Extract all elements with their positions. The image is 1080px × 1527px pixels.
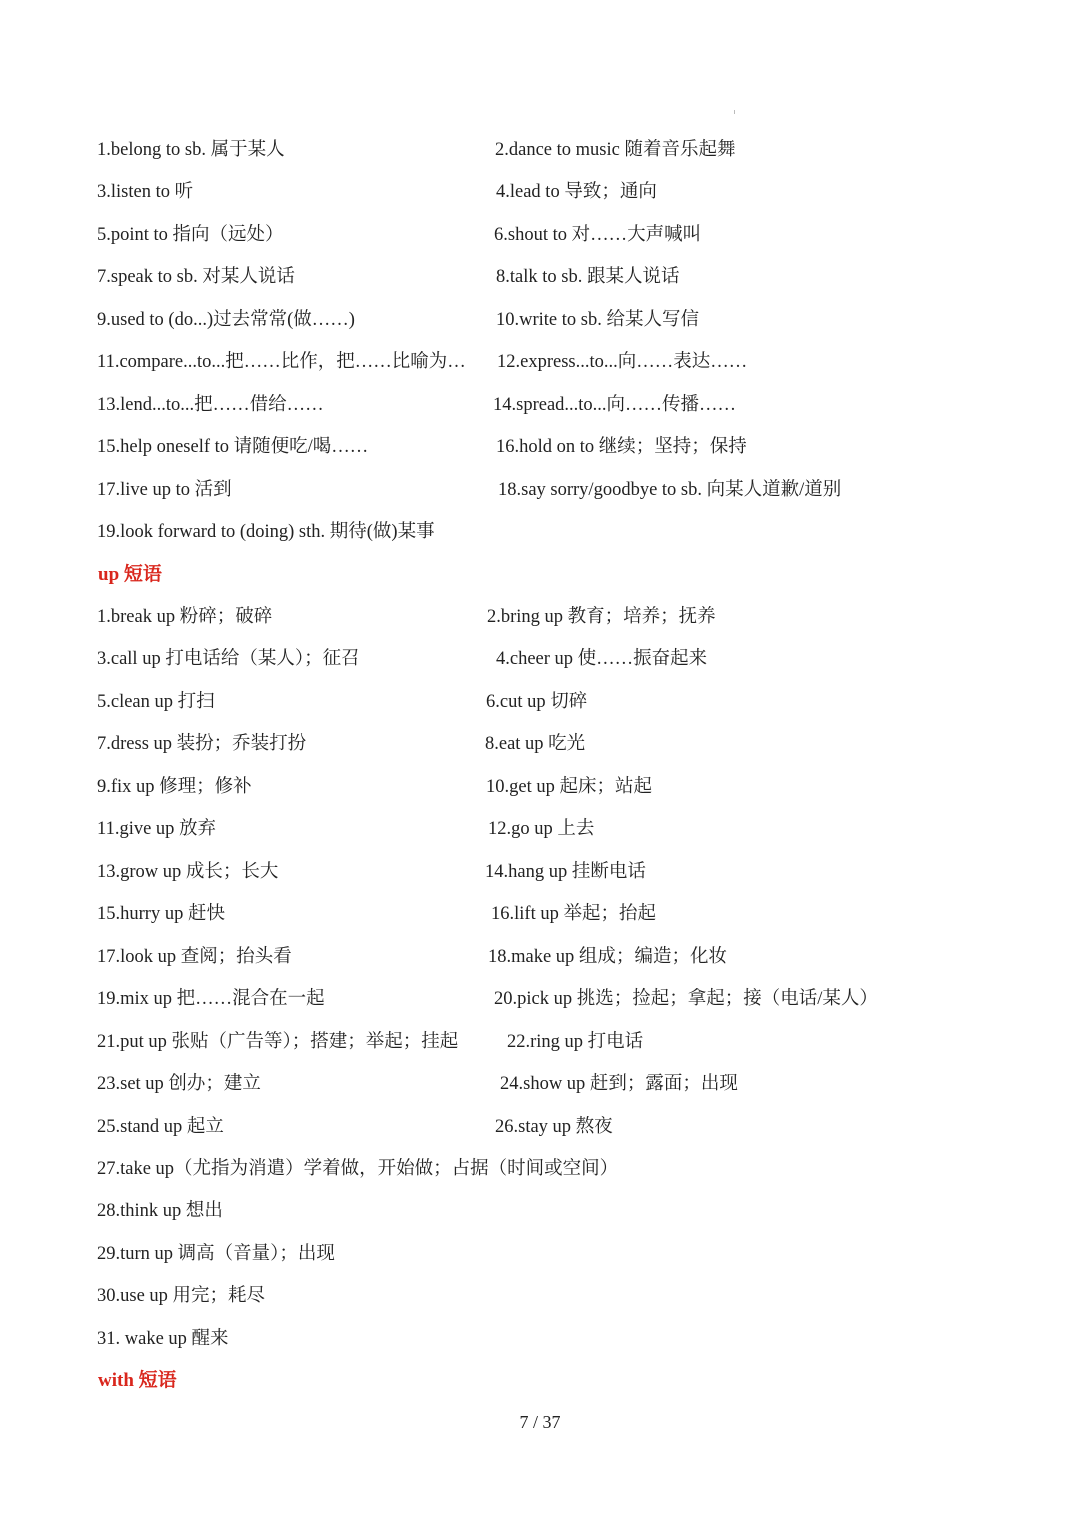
phrase-entry: 3.listen to 听 xyxy=(97,182,194,202)
phrase-row xyxy=(0,390,1080,420)
page-number: 7 / 37 xyxy=(519,1412,561,1432)
phrase-entry: 19.look forward to (doing) sth. 期待(做)某事 xyxy=(97,522,435,542)
phrase-row xyxy=(0,1112,1080,1142)
phrase-entry: 9.used to (do...)过去常常(做……) xyxy=(97,310,355,330)
phrase-entry: 5.point to 指向（远处） xyxy=(97,225,284,245)
phrase-entry: 24.show up 赶到；露面；出现 xyxy=(500,1074,738,1094)
phrase-entry: 19.mix up 把……混合在一起 xyxy=(97,989,325,1009)
phrase-row xyxy=(0,814,1080,844)
phrase-entry: 29.turn up 调高（音量）；出现 xyxy=(97,1244,335,1264)
phrase-row xyxy=(0,177,1080,207)
phrase-row xyxy=(0,1027,1080,1057)
phrase-entry: 17.look up 查阅；抬头看 xyxy=(97,947,292,967)
phrase-entry: 25.stand up 起立 xyxy=(97,1117,224,1137)
phrase-row xyxy=(0,1196,1080,1226)
phrase-row xyxy=(0,475,1080,505)
phrase-entry: 22.ring up 打电话 xyxy=(507,1032,644,1052)
phrase-entry: 1.belong to sb. 属于某人 xyxy=(97,140,285,160)
phrase-entry: 16.lift up 举起；抬起 xyxy=(491,904,656,924)
phrase-row xyxy=(0,644,1080,674)
phrase-entry: 15.help oneself to 请随便吃/喝…… xyxy=(97,437,369,457)
up-phrases-heading: up 短语 xyxy=(98,564,162,585)
phrase-entry: 11.compare...to...把……比作，把……比喻为… xyxy=(97,352,466,372)
phrase-entry: 5.clean up 打扫 xyxy=(97,692,215,712)
phrase-row xyxy=(0,857,1080,887)
phrase-row xyxy=(0,1324,1080,1354)
phrase-row xyxy=(0,305,1080,335)
phrase-entry: 1.break up 粉碎；破碎 xyxy=(97,607,273,627)
phrase-entry: 10.write to sb. 给某人写信 xyxy=(496,310,699,330)
phrase-entry: 2.dance to music 随着音乐起舞 xyxy=(495,140,736,160)
phrase-row xyxy=(0,942,1080,972)
phrase-row xyxy=(0,1069,1080,1099)
phrase-row xyxy=(0,347,1080,377)
phrase-entry: 21.put up 张贴（广告等）；搭建；举起；挂起 xyxy=(97,1032,459,1052)
phrase-entry: 17.live up to 活到 xyxy=(97,480,232,500)
phrase-row xyxy=(0,729,1080,759)
phrase-entry: 12.go up 上去 xyxy=(488,819,595,839)
phrase-entry: 2.bring up 教育；培养；抚养 xyxy=(487,607,716,627)
phrase-entry: 9.fix up 修理；修补 xyxy=(97,777,252,797)
phrase-row xyxy=(0,262,1080,292)
phrase-entry: 7.speak to sb. 对某人说话 xyxy=(97,267,295,287)
phrase-entry: 11.give up 放弃 xyxy=(97,819,217,839)
phrase-row xyxy=(0,432,1080,462)
scan-speck xyxy=(734,110,735,114)
phrase-row xyxy=(0,772,1080,802)
phrase-entry: 18.make up 组成；编造；化妆 xyxy=(488,947,727,967)
phrase-entry: 23.set up 创办；建立 xyxy=(97,1074,261,1094)
phrase-entry: 20.pick up 挑选；捡起；拿起；接（电话/某人） xyxy=(494,989,878,1009)
phrase-entry: 18.say sorry/goodbye to sb. 向某人道歉/道别 xyxy=(498,480,842,500)
phrase-entry: 4.lead to 导致；通向 xyxy=(496,182,657,202)
phrase-entry: 13.lend...to...把……借给…… xyxy=(97,395,324,415)
phrase-entry: 30.use up 用完；耗尽 xyxy=(97,1286,266,1306)
phrase-entry: 8.talk to sb. 跟某人说话 xyxy=(496,267,680,287)
phrase-entry: 8.eat up 吃光 xyxy=(485,734,586,754)
phrase-entry: 6.shout to 对……大声喊叫 xyxy=(494,225,702,245)
phrase-entry: 7.dress up 装扮；乔装打扮 xyxy=(97,734,307,754)
phrase-entry: 26.stay up 熬夜 xyxy=(495,1117,613,1137)
phrase-row xyxy=(0,984,1080,1014)
with-phrases-heading: with 短语 xyxy=(98,1370,177,1391)
phrase-entry: 28.think up 想出 xyxy=(97,1201,223,1221)
phrase-row xyxy=(0,602,1080,632)
phrase-row xyxy=(0,220,1080,250)
phrase-entry: 6.cut up 切碎 xyxy=(486,692,588,712)
phrase-entry: 16.hold on to 继续；坚持；保持 xyxy=(496,437,747,457)
phrase-row xyxy=(0,1239,1080,1269)
phrase-entry: 4.cheer up 使……振奋起来 xyxy=(496,649,708,669)
phrase-row xyxy=(0,1154,1080,1184)
phrase-row xyxy=(0,135,1080,165)
phrase-entry: 27.take up（尤指为消遣）学着做，开始做；占据（时间或空间） xyxy=(97,1159,619,1179)
phrase-row xyxy=(0,899,1080,929)
phrase-entry: 10.get up 起床；站起 xyxy=(486,777,652,797)
phrase-row xyxy=(0,517,1080,547)
phrase-entry: 3.call up 打电话给（某人）；征召 xyxy=(97,649,360,669)
phrase-entry: 12.express...to...向……表达…… xyxy=(497,352,748,372)
phrase-entry: 15.hurry up 赶快 xyxy=(97,904,225,924)
phrase-row xyxy=(0,1281,1080,1311)
phrase-entry: 14.spread...to...向……传播…… xyxy=(493,395,737,415)
phrase-row xyxy=(0,687,1080,717)
phrase-entry: 14.hang up 挂断电话 xyxy=(485,862,646,882)
phrase-entry: 13.grow up 成长；长大 xyxy=(97,862,279,882)
phrase-entry: 31. wake up 醒来 xyxy=(97,1329,229,1349)
